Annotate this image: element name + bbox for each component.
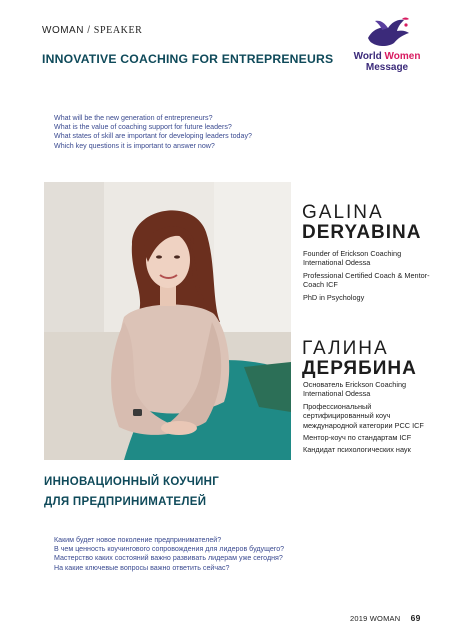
questions-list-en bbox=[54, 114, 252, 151]
title-ru-line: ИННОВАЦИОННЫЙ КОУЧИНГ bbox=[44, 476, 220, 488]
article-title-en: INNOVATIVE COACHING FOR ENTREPRENEURS bbox=[42, 52, 334, 66]
section-tag bbox=[42, 25, 142, 36]
world-women-message-logo bbox=[349, 16, 425, 78]
person-last-name-ru: ДЕРЯБИНА bbox=[302, 358, 417, 379]
question-item: What is the value of coaching support for future leaders? bbox=[54, 123, 232, 132]
bio-line: Основатель Erickson Coaching International Odessa bbox=[303, 380, 407, 399]
page-footer bbox=[350, 613, 421, 623]
bio-line: Профессиональный сертифицированный коуч международной категории PCC ICF bbox=[303, 401, 424, 430]
portrait-photo bbox=[44, 182, 291, 460]
portrait-illustration bbox=[44, 182, 291, 460]
bio-line: Founder of Erickson Coaching International Odessa bbox=[303, 249, 402, 268]
title-ru-line: ДЛЯ ПРЕДПРИНИМАТЕЛЕЙ bbox=[44, 496, 207, 508]
logo-wordmark bbox=[349, 51, 425, 73]
logo-word-women: Women bbox=[384, 51, 421, 62]
bio-line: Professional Certified Coach & Mentor-Coach ICF bbox=[303, 270, 430, 290]
question-item: Каким будет новое поколение предпринимателей? bbox=[54, 536, 222, 544]
page-number: 69 bbox=[410, 613, 421, 623]
person-last-name-en: DERYABINA bbox=[302, 222, 422, 243]
question-item: Which key questions it is important to answer now? bbox=[54, 141, 215, 150]
person-bio-en bbox=[303, 249, 431, 305]
bio-line: Ментор-коуч по стандартам ICF bbox=[303, 433, 412, 443]
section-separator: / bbox=[87, 25, 91, 36]
logo-word-message: Message bbox=[365, 62, 409, 73]
person-first-name-en: GALINA bbox=[302, 202, 384, 223]
question-item: Мастерство каких состояний важно развивать лидерам уже сегодня? bbox=[54, 554, 283, 563]
subsection-label: SPEAKER bbox=[93, 25, 143, 36]
section-label: WOMAN bbox=[42, 25, 84, 36]
logo-word-world: World bbox=[353, 51, 382, 62]
question-item: На какие ключевые вопросы важно ответить сейчас? bbox=[54, 563, 230, 572]
dove-icon bbox=[362, 16, 412, 50]
bio-line: PhD in Psychology bbox=[303, 292, 365, 302]
bio-line: Кандидат психологических наук bbox=[303, 445, 411, 455]
person-bio-ru bbox=[303, 380, 431, 458]
person-first-name-ru: ГАЛИНА bbox=[302, 338, 389, 359]
question-item: What states of skill are important for developing leaders today? bbox=[54, 132, 252, 141]
question-item: В чем ценность коучингового сопровождения для лидеров будущего? bbox=[54, 545, 285, 554]
article-title-ru bbox=[44, 472, 219, 512]
questions-list-ru bbox=[54, 536, 284, 573]
issue-label: 2019 WOMAN bbox=[350, 614, 401, 623]
question-item: What will be the new generation of entrepreneurs? bbox=[54, 114, 213, 122]
